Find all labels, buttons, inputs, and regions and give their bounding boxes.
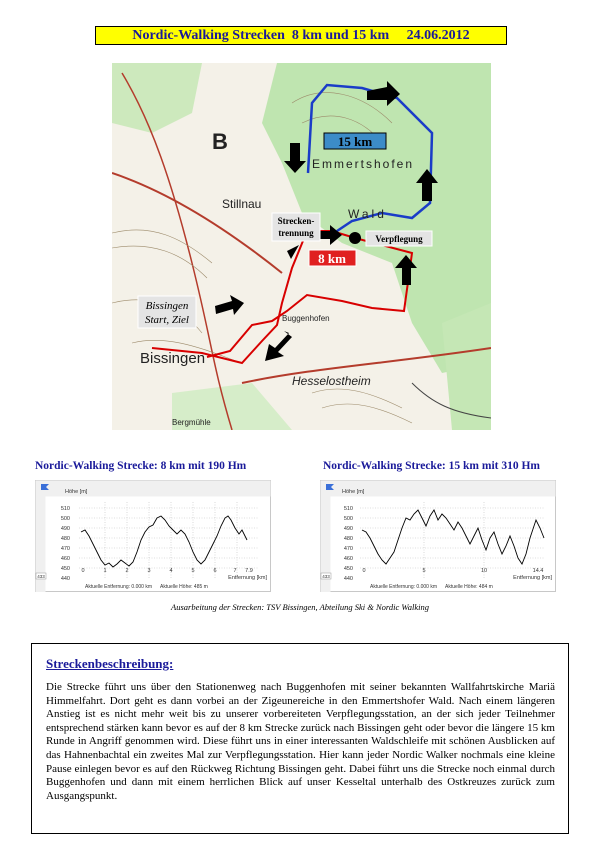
profile-8km xyxy=(35,480,271,592)
x-tick: 5 xyxy=(191,568,195,574)
profile-15km xyxy=(320,480,556,592)
place-bergmuehle: Bergmühle xyxy=(172,418,211,427)
elevation-profile-8km xyxy=(35,480,271,592)
y-tick: 450 xyxy=(60,566,70,572)
caption: Ausarbeitung der Strecken: TSV Bissingen, Abteilung Ski & Nordic Walking xyxy=(171,602,429,612)
status-height: Aktuelle Höhe: 485 m xyxy=(160,584,208,590)
y-tick: 440 xyxy=(343,576,353,582)
y-tick: 480 xyxy=(60,536,70,542)
x-tick: 6 xyxy=(213,568,217,574)
x-label: Entfernung [km] xyxy=(228,575,267,581)
x-tick: 0 xyxy=(81,568,85,574)
y-label: Höhe [m] xyxy=(65,489,88,495)
label-start-1: Bissingen xyxy=(145,300,189,312)
y-tick: 440 xyxy=(60,576,70,582)
description-heading: Streckenbeschreibung: xyxy=(46,656,174,671)
y-tick: 460 xyxy=(343,556,353,562)
y-tick: 490 xyxy=(343,526,353,532)
x-tick: 7.9 xyxy=(245,568,253,574)
label-8km: 8 km xyxy=(318,251,346,266)
page-title: Nordic-Walking Strecken 8 km und 15 km 24.06.2012 xyxy=(95,26,507,45)
y-tick: 490 xyxy=(60,526,70,532)
label-streckentrennung-2: trennung xyxy=(278,228,314,238)
place-wald: Wald xyxy=(348,207,387,221)
place-hesselostheim: Hesselostheim xyxy=(292,374,371,388)
y-label: Höhe [m] xyxy=(342,489,365,495)
y-tick: 500 xyxy=(343,516,353,522)
x-tick: 0 xyxy=(362,568,366,574)
status-distance: Aktuelle Entfernung: 0.000 km xyxy=(370,584,437,590)
x-tick: 1 xyxy=(103,568,107,574)
profile-8km-title: Nordic-Walking Strecke: 8 km mit 190 Hm xyxy=(35,460,247,472)
y-tick: 470 xyxy=(60,546,70,552)
status-height: Aktuelle Höhe: 484 m xyxy=(445,584,493,590)
y-tick: 510 xyxy=(343,506,353,512)
description-text: Die Strecke führt uns über den Stationenweg nach Buggenhofen mit seiner bekannten Wallfahrtskirche Mariä Himmelfahrt. Dort geht es dann vorbei an der Zigeunereiche in den Emmertshofer Wald. Nach einem längeren Anstieg ist es nicht mehr weit bis zu unserer vorbereiteten Verpflegungsstation, an der sich jeder Teilnehmer entsprechend stärken kann bevor es auf der 8 km Strecke zurück nach Bissingen geht oder bevor die längere 15 km Runde in Angriff genommen wird. Diese führt uns in einer interessanten Waldschleife mit schönen Ausblicken auf das Hahnenbachtal ein zweites Mal zur Verpflegungsstation. Hier kann jeder Nordic Walker nochmals eine kleine Pause einlegen bevor es auf den Rückweg Richtung Bissingen geht. Dabei führt uns die Strecke noch einmal durch Buggenhofen und dann mit einem herrlichen Blick auf unser Kesseltal unterhalb des Ostkreuzes zurück zum Ausgangspunkt. xyxy=(46,681,555,802)
label-15km: 15 km xyxy=(337,134,373,149)
place-stillnau: Stillnau xyxy=(222,197,262,211)
verpflegung-marker xyxy=(349,232,361,244)
y-tick: 500 xyxy=(60,516,70,522)
y-tick: 450 xyxy=(343,566,353,572)
x-label: Entfernung [km] xyxy=(513,575,552,581)
place-emmertshofen: Emmertshofen xyxy=(312,157,415,171)
x-tick: 2 xyxy=(125,568,129,574)
corner-value: 433 xyxy=(37,574,45,579)
x-tick: 5 xyxy=(422,568,426,574)
description-box xyxy=(31,643,569,834)
map-letter-b: B xyxy=(212,129,228,154)
x-tick: 14.4 xyxy=(532,568,544,574)
route-map xyxy=(112,63,491,430)
place-bissingen: Bissingen xyxy=(140,350,206,367)
label-streckentrennung-1: Strecken- xyxy=(277,216,315,226)
y-tick: 480 xyxy=(343,536,353,542)
y-tick: 460 xyxy=(60,556,70,562)
route-map-graphic xyxy=(112,63,491,430)
elevation-profile-15km xyxy=(320,480,556,592)
x-tick: 10 xyxy=(480,568,488,574)
profile-15km-title: Nordic-Walking Strecke: 15 km mit 310 Hm xyxy=(323,460,540,472)
place-buggenhofen: Buggenhofen xyxy=(282,314,330,323)
y-tick: 510 xyxy=(60,506,70,512)
x-tick: 4 xyxy=(169,568,173,574)
y-tick: 470 xyxy=(343,546,353,552)
status-distance: Aktuelle Entfernung: 0.000 km xyxy=(85,584,152,590)
corner-value: 433 xyxy=(322,574,330,579)
label-verpflegung: Verpflegung xyxy=(375,234,423,244)
label-start-2: Start, Ziel xyxy=(144,314,190,326)
x-tick: 3 xyxy=(147,568,151,574)
x-tick: 7 xyxy=(233,568,237,574)
